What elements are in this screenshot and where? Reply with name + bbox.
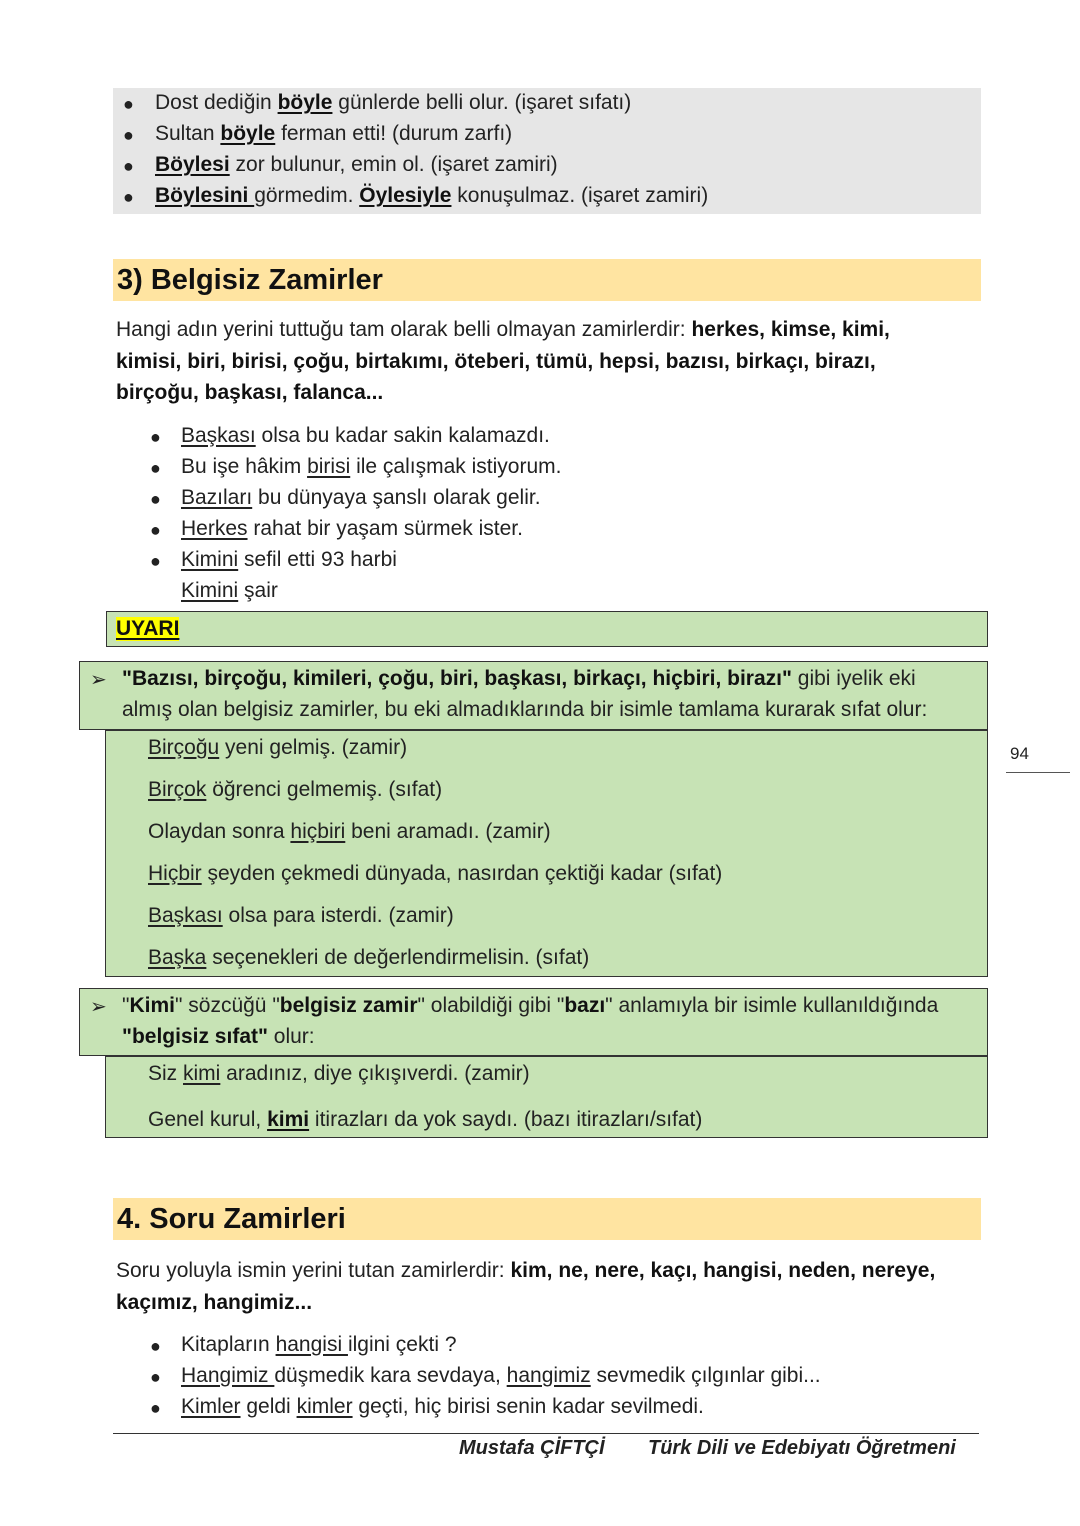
intro-bold: kimisi, biri, birisi, çoğu, birtakımı, öteberi, tümü, hepsi, bazısı, birkaçı, birazı, xyxy=(116,349,876,373)
keyword: böyle xyxy=(220,122,276,145)
text: Dost dediğin xyxy=(155,91,278,114)
underlined-word: Herkes xyxy=(181,517,248,540)
bullet-icon: ● xyxy=(150,551,161,571)
example-box-gray xyxy=(113,88,981,214)
text: " sözcüğü " xyxy=(174,994,280,1017)
note2-examples-box xyxy=(105,1056,988,1138)
warning-box xyxy=(106,611,988,647)
gray-line-2 xyxy=(123,122,513,146)
note-bold: "Bazısı, birçoğu, kimileri, çoğu, biri, başkası, birkaçı, hiçbiri, birazı" xyxy=(122,667,792,690)
bullet-icon: ● xyxy=(150,427,161,447)
note-bold: "belgisiz sıfat" xyxy=(122,1025,268,1048)
underlined-word: Hiçbir xyxy=(148,862,202,885)
intro-text: Hangi adın yerini tuttuğu tam olarak belli olmayan zamirlerdir: xyxy=(116,318,692,341)
underlined-word: Birçoğu xyxy=(148,736,220,759)
arrow-bullet-icon: ➢ xyxy=(90,996,107,1018)
text: zor bulunur, emin ol. (işaret zamiri) xyxy=(229,153,558,176)
underlined-word: Kimler xyxy=(181,1395,241,1418)
underlined-word: Kimini xyxy=(181,579,239,602)
bullet-icon: ● xyxy=(150,1398,161,1418)
text: yeni gelmiş. (zamir) xyxy=(219,736,408,759)
gray-line-4 xyxy=(123,184,709,208)
intro-bold: birçoğu, başkası, falanca... xyxy=(116,381,384,404)
text: seçenekleri de değerlendirmelisin. (sıfat) xyxy=(206,946,590,969)
note1-examples-box xyxy=(105,730,988,977)
text: " olabildiği gibi " xyxy=(417,994,565,1017)
section4-intro xyxy=(116,1255,976,1318)
text: olsa bu kadar sakin kalamazdı. xyxy=(255,424,550,447)
text: beni aramadı. (zamir) xyxy=(345,820,551,843)
underlined-word: hangimiz xyxy=(506,1364,591,1387)
text: sefil etti 93 harbi xyxy=(238,548,397,571)
bullet-icon: ● xyxy=(150,520,161,540)
page-number: 94 xyxy=(1010,744,1029,763)
arrow-bullet-icon: ➢ xyxy=(90,669,107,691)
underlined-word: kimi xyxy=(267,1108,310,1131)
note-bold: belgisiz zamir xyxy=(279,994,418,1017)
text: görmedim. xyxy=(254,184,360,207)
underlined-word: Kimini xyxy=(181,548,239,571)
gray-line-1 xyxy=(123,91,632,115)
example-line xyxy=(148,820,551,844)
keyword: Böylesini xyxy=(155,184,255,207)
text: Bu işe hâkim xyxy=(181,455,308,478)
intro-text: Soru yoluyla ismin yerini tutan zamirlerdir: xyxy=(116,1259,511,1282)
example-line xyxy=(148,1108,702,1132)
text: " anlamıyla bir isimle kullanıldığında xyxy=(605,994,939,1017)
bullet-icon: ● xyxy=(150,458,161,478)
underlined-word: Hangimiz xyxy=(181,1364,275,1387)
note-bold: Kimi xyxy=(129,994,175,1017)
example-line xyxy=(148,736,407,760)
text: düşmedik kara sevdaya, xyxy=(274,1364,507,1387)
text: Sultan xyxy=(155,122,221,145)
text: geldi xyxy=(240,1395,297,1418)
bullet-icon: ● xyxy=(123,156,134,176)
text: ile çalışmak istiyorum. xyxy=(350,455,562,478)
intro-bold: kaçımız, hangimiz... xyxy=(116,1290,313,1314)
text: Olaydan sonra xyxy=(148,820,291,843)
example-line xyxy=(148,904,454,928)
text: Genel kurul, xyxy=(148,1108,268,1131)
section3-intro xyxy=(116,314,976,409)
bullet-icon: ● xyxy=(150,1336,161,1356)
text: şeyden çekmedi dünyada, nasırdan çektiği kadar (sıfat) xyxy=(201,862,723,885)
underlined-word: kimi xyxy=(183,1062,221,1085)
underlined-word: hiçbiri xyxy=(290,820,346,843)
text: bu dünyaya şanslı olarak gelir. xyxy=(252,486,541,509)
note1-line2: almış olan belgisiz zamirler, bu eki almadıklarında bir isimle tamlama kurarak sıfat olur: xyxy=(122,698,928,721)
text: aradınız, diye çıkışıverdi. (zamir) xyxy=(220,1062,530,1085)
example-line xyxy=(148,862,722,886)
bullet-icon: ● xyxy=(123,187,134,207)
footer-author: Mustafa ÇİFTÇİ xyxy=(459,1437,605,1459)
underlined-word: Birçok xyxy=(148,778,207,801)
underlined-word: Başkası xyxy=(181,424,256,447)
underlined-word: hangisi xyxy=(275,1333,348,1356)
text: öğrenci gelmemiş. (sıfat) xyxy=(206,778,443,801)
underlined-word: Başka xyxy=(148,946,207,969)
note-bold: bazı xyxy=(564,994,606,1017)
text: " xyxy=(122,994,130,1017)
bullet-icon: ● xyxy=(123,125,134,145)
section-heading-belgisiz: 3) Belgisiz Zamirler xyxy=(113,259,981,301)
keyword: Böylesi xyxy=(155,153,230,176)
text: itirazları da yok saydı. (bazı itirazları/sıfat) xyxy=(309,1108,703,1131)
text: ilgini çekti ? xyxy=(347,1333,457,1356)
underlined-word: birisi xyxy=(307,455,351,478)
note-box-2 xyxy=(79,988,988,1056)
text: olur: xyxy=(267,1025,315,1048)
text: geçti, hiç birisi senin kadar sevilmedi. xyxy=(352,1395,704,1418)
bullet-icon: ● xyxy=(123,94,134,114)
underlined-word: kimler xyxy=(296,1395,353,1418)
bullet-icon: ● xyxy=(150,489,161,509)
footer-rule xyxy=(113,1433,979,1434)
intro-bold: kim, ne, nere, kaçı, hangisi, neden, nereye, xyxy=(510,1259,936,1282)
text: gibi iyelik eki xyxy=(791,667,916,690)
keyword: böyle xyxy=(277,91,333,114)
underlined-word: Bazıları xyxy=(181,486,253,509)
keyword: Öylesiyle xyxy=(359,184,452,207)
section-heading-soru: 4. Soru Zamirleri xyxy=(113,1198,981,1240)
note1-line1 xyxy=(122,667,916,691)
text: ferman etti! (durum zarfı) xyxy=(275,122,513,145)
page-number-rule xyxy=(1006,772,1070,773)
underlined-word: Başkası xyxy=(148,904,223,927)
text: konuşulmaz. (işaret zamiri) xyxy=(451,184,709,207)
footer-role: Türk Dili ve Edebiyatı Öğretmeni xyxy=(648,1437,956,1459)
warning-label: UYARI xyxy=(116,617,180,640)
example-line xyxy=(148,946,589,970)
text: Kitapların xyxy=(181,1333,276,1356)
example-line xyxy=(148,778,442,802)
note-box-1 xyxy=(79,661,988,730)
note2-line2 xyxy=(122,1025,315,1049)
text: sevmedik çılgınlar gibi... xyxy=(590,1364,821,1387)
gray-line-3 xyxy=(123,153,558,177)
text: günlerde belli olur. (işaret sıfatı) xyxy=(332,91,632,114)
text: olsa para isterdi. (zamir) xyxy=(222,904,454,927)
text: şair xyxy=(238,579,278,602)
intro-bold: herkes, kimse, kimi, xyxy=(691,318,890,341)
note2-line1 xyxy=(122,994,938,1018)
text: Siz xyxy=(148,1062,184,1085)
example-line xyxy=(148,1062,530,1086)
text: rahat bir yaşam sürmek ister. xyxy=(247,517,523,540)
bullet-icon: ● xyxy=(150,1367,161,1387)
